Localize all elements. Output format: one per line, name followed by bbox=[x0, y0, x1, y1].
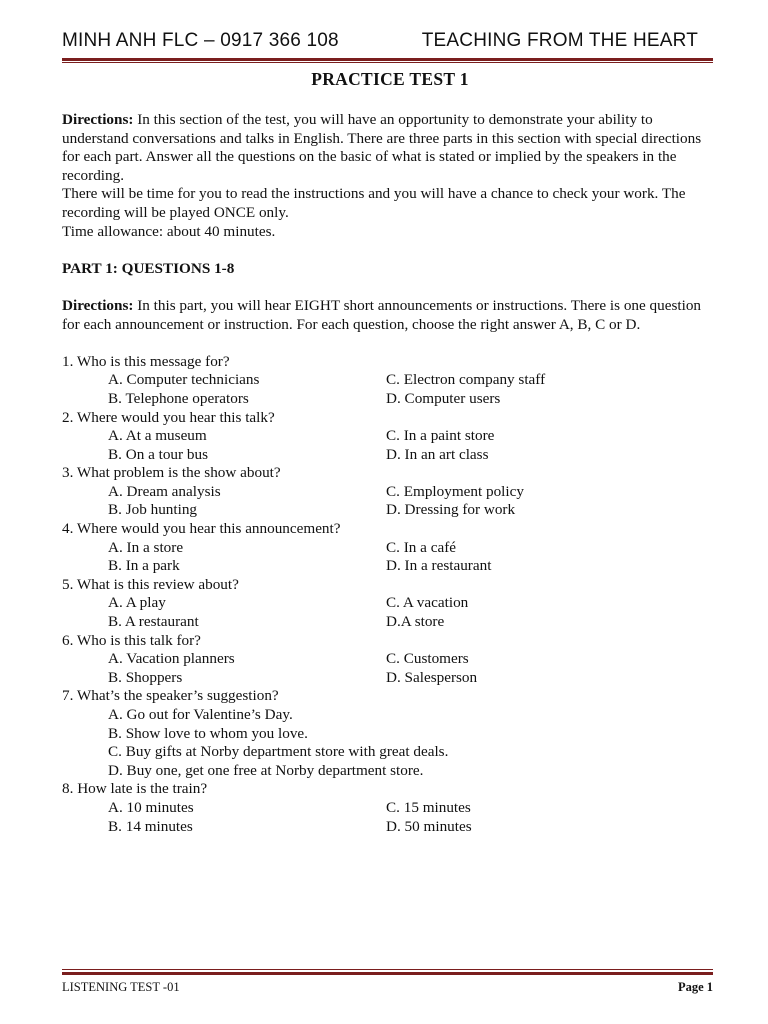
options-row bbox=[62, 446, 718, 465]
option-c: C. In a paint store bbox=[386, 427, 495, 445]
page-body bbox=[62, 68, 718, 836]
options-row bbox=[62, 650, 718, 669]
option-c: C. In a café bbox=[386, 538, 456, 556]
option-d: D. Salesperson bbox=[386, 668, 478, 686]
option-a: A. A play bbox=[108, 594, 166, 612]
page-number: Page 1 bbox=[677, 980, 713, 994]
question-6: 6. Who is this talk for? bbox=[62, 631, 201, 649]
options-row bbox=[62, 669, 718, 688]
option-a: A. At a museum bbox=[108, 427, 207, 445]
question-1: 1. Who is this message for? bbox=[62, 352, 230, 370]
option-c: C. A vacation bbox=[386, 594, 469, 612]
part1-directions bbox=[62, 297, 718, 334]
footer-test-name: LISTENING TEST -01 bbox=[62, 980, 180, 994]
options-row bbox=[62, 613, 718, 632]
options-row bbox=[62, 799, 718, 818]
options-row bbox=[62, 539, 718, 558]
question-5: 5. What is this review about? bbox=[62, 575, 239, 593]
part1-directions-text: In this part, you will hear EIGHT short announcements or instructions. There is one question for each announcement or instruction. For each question, choose the right answer A, B, C or D. bbox=[62, 296, 702, 333]
intro-directions bbox=[62, 111, 718, 185]
option-b: B. In a park bbox=[108, 557, 180, 575]
page-header bbox=[62, 30, 698, 56]
option-b: B. A restaurant bbox=[108, 613, 199, 631]
header-slogan: TEACHING FROM THE HEART bbox=[421, 30, 698, 51]
question-8: 8. How late is the train? bbox=[62, 780, 208, 798]
part1-heading bbox=[62, 260, 718, 279]
header-rule-thick bbox=[62, 58, 713, 61]
option-a: A. 10 minutes bbox=[108, 798, 194, 816]
option-d: D. Buy one, get one free at Norby department store. bbox=[108, 761, 424, 779]
option-b: B. Telephone operators bbox=[108, 389, 249, 407]
option-a: A. Computer technicians bbox=[108, 371, 260, 389]
option-c: C. Customers bbox=[386, 650, 469, 668]
option-a: A. Vacation planners bbox=[108, 650, 235, 668]
option-d: D. Computer users bbox=[386, 389, 501, 407]
option-c: C. Electron company staff bbox=[386, 371, 546, 389]
option-d: D. 50 minutes bbox=[386, 817, 472, 835]
option-a: A. Go out for Valentine’s Day. bbox=[108, 706, 293, 723]
question-3: 3. What problem is the show about? bbox=[62, 464, 281, 482]
option-d: D. In an art class bbox=[386, 445, 489, 463]
option-a: A. In a store bbox=[108, 538, 184, 556]
part1-heading-text: PART 1: QUESTIONS 1-8 bbox=[62, 259, 235, 277]
question-list bbox=[62, 353, 718, 836]
options-row bbox=[62, 818, 718, 837]
option-b: B. On a tour bus bbox=[108, 445, 208, 463]
part1-directions-label: Directions: bbox=[62, 296, 134, 314]
options-row bbox=[62, 371, 718, 390]
intro-paragraph-2: There will be time for you to read the instructions and you will have a chance to check your work. The recording will be played ONCE only. bbox=[62, 185, 686, 221]
header-rule-thin bbox=[62, 62, 713, 63]
options-row bbox=[62, 594, 718, 613]
footer-rule-thin bbox=[62, 969, 713, 970]
option-d: D. In a restaurant bbox=[386, 557, 492, 575]
options-row bbox=[62, 483, 718, 502]
question-4: 4. Where would you hear this announcement? bbox=[62, 520, 341, 538]
intro-time-allowance: Time allowance: about 40 minutes. bbox=[62, 222, 276, 240]
option-b: B. 14 minutes bbox=[108, 817, 193, 835]
option-b: B. Shoppers bbox=[108, 668, 183, 686]
intro-directions-label: Directions: bbox=[62, 111, 134, 128]
option-b: B. Show love to whom you love. bbox=[108, 724, 308, 742]
footer-rule-thick bbox=[62, 972, 713, 975]
option-a: A. Dream analysis bbox=[108, 482, 221, 500]
options-row bbox=[62, 557, 718, 576]
question-7: 7. What’s the speaker’s suggestion? bbox=[62, 687, 279, 705]
option-c: C. Buy gifts at Norby department store with great deals. bbox=[108, 743, 449, 761]
option-d: D. Dressing for work bbox=[386, 501, 516, 519]
options-row bbox=[62, 427, 718, 446]
option-d: D.A store bbox=[386, 613, 445, 631]
header-center-contact: MINH ANH FLC – 0917 366 108 bbox=[62, 30, 339, 51]
page-footer bbox=[62, 980, 713, 996]
options-row bbox=[62, 501, 718, 520]
option-b: B. Job hunting bbox=[108, 501, 198, 519]
question-2: 2. Where would you hear this talk? bbox=[62, 408, 275, 426]
option-c: C. Employment policy bbox=[386, 482, 524, 500]
intro-directions-text: In this section of the test, you will have an opportunity to demonstrate your ability to understand conversations and talks in English. There are three parts in this section with special directions for each part. Answer all the questions on the basic of what is stated or implied by the speakers in the recording. bbox=[62, 111, 702, 184]
option-c: C. 15 minutes bbox=[386, 798, 471, 816]
page-title: PRACTICE TEST 1 bbox=[311, 69, 469, 89]
options-row bbox=[62, 390, 718, 409]
